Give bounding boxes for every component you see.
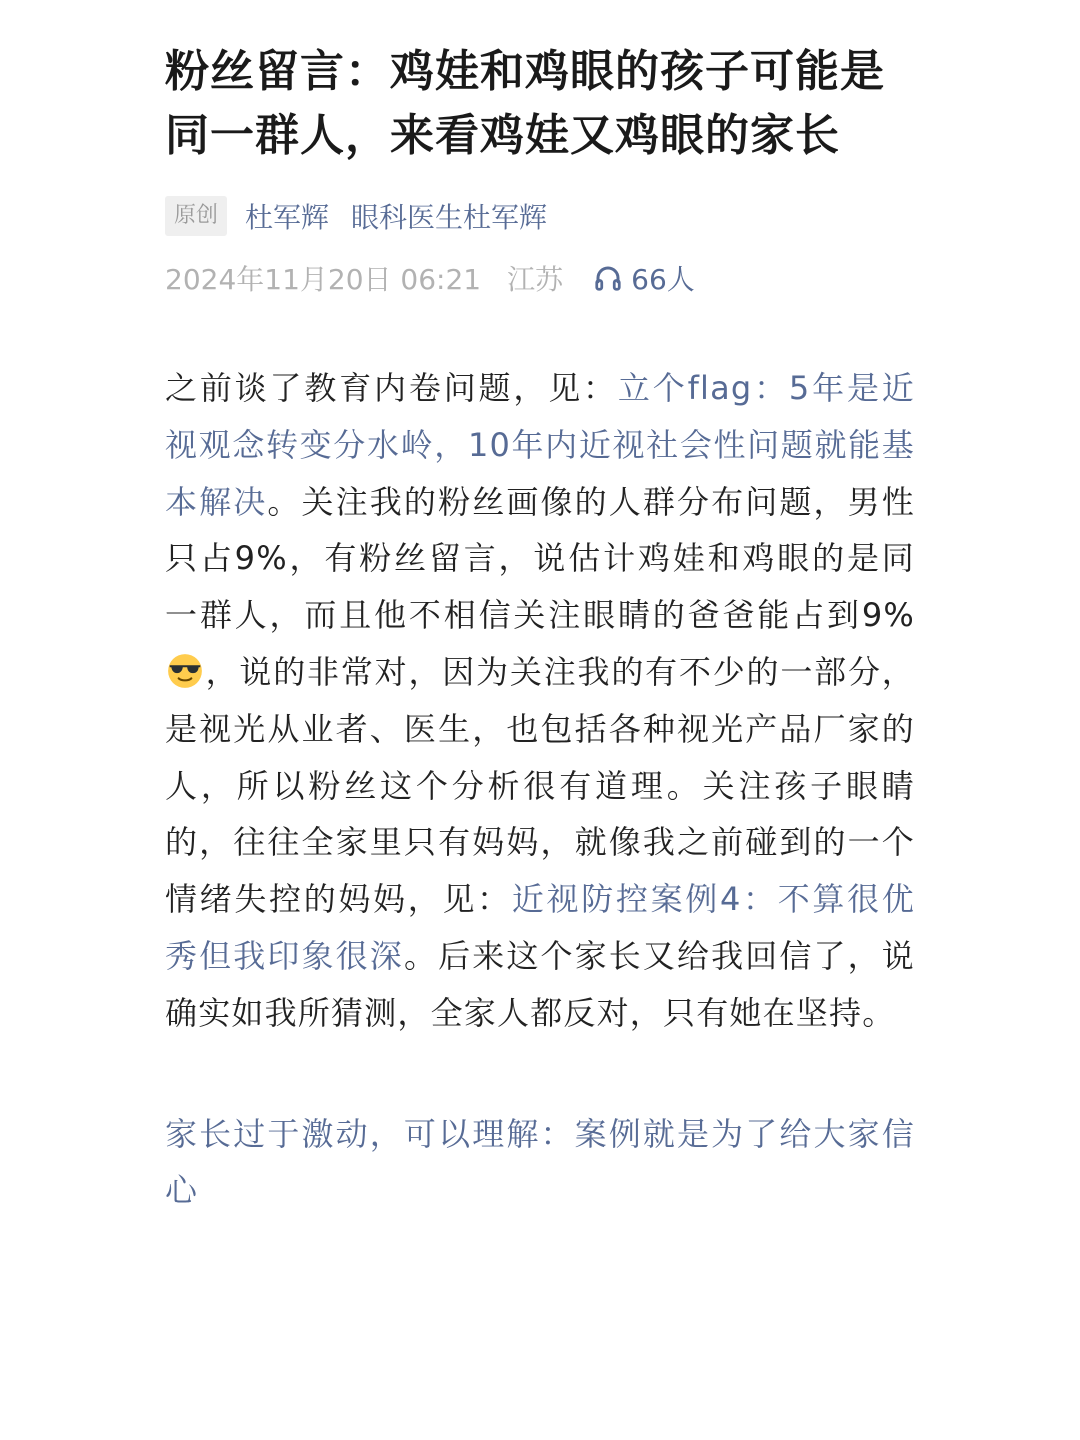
article-page (165, 40, 925, 1219)
section-heading-link[interactable]: 家长过于激动，可以理解：案例就是为了给大家信心 (165, 1114, 915, 1210)
article-meta (165, 258, 925, 298)
listen-button[interactable] (593, 258, 695, 298)
publish-date: 2024年11月20日 06:21 (165, 263, 482, 296)
case4-article-link[interactable]: 近视防控案例4：不算很优秀但我印象很深 (165, 880, 915, 975)
author-link[interactable]: 杜军辉 (245, 201, 330, 234)
original-tag: 原创 (165, 196, 227, 236)
publish-region: 江苏 (507, 263, 564, 296)
byline (165, 196, 925, 236)
article-title: 粉丝留言：鸡娃和鸡眼的孩子可能是同一群人，来看鸡娃又鸡眼的家长 (165, 46, 885, 161)
body-text-1: 之前谈了教育内卷问题，见： (165, 369, 618, 407)
listen-count: 66人 (631, 263, 695, 296)
body-text-4: 。后来这个家长又给我回信了，说确实如我所猜测，全家人都反对，只有她在坚持。 (165, 936, 915, 1032)
article-body (165, 360, 915, 1042)
body-text-2: 。关注我的粉丝画像的人群分布问题，男性只占9%，有粉丝留言，说估计鸡娃和鸡眼的是同一群人，而且他不相信关注眼睛的爸爸能占到9% (165, 482, 915, 635)
headphones-icon (593, 263, 623, 293)
account-link[interactable]: 眼科医生杜军辉 (351, 201, 548, 234)
sunglasses-emoji-icon (166, 652, 204, 690)
body-text-3: ，说的非常对，因为关注我的有不少的一部分，是视光从业者、医生，也包括各种视光产品厂家的人，所以粉丝这个分析很有道理。关注孩子眼睛的，往往全家里只有妈妈，就像我之前碰到的一个情绪失控的妈妈，见： (165, 652, 915, 919)
flag-article-link[interactable]: 立个flag：5年是近视观念转变分水岭，10年内近视社会性问题就能基本解决 (165, 369, 915, 521)
